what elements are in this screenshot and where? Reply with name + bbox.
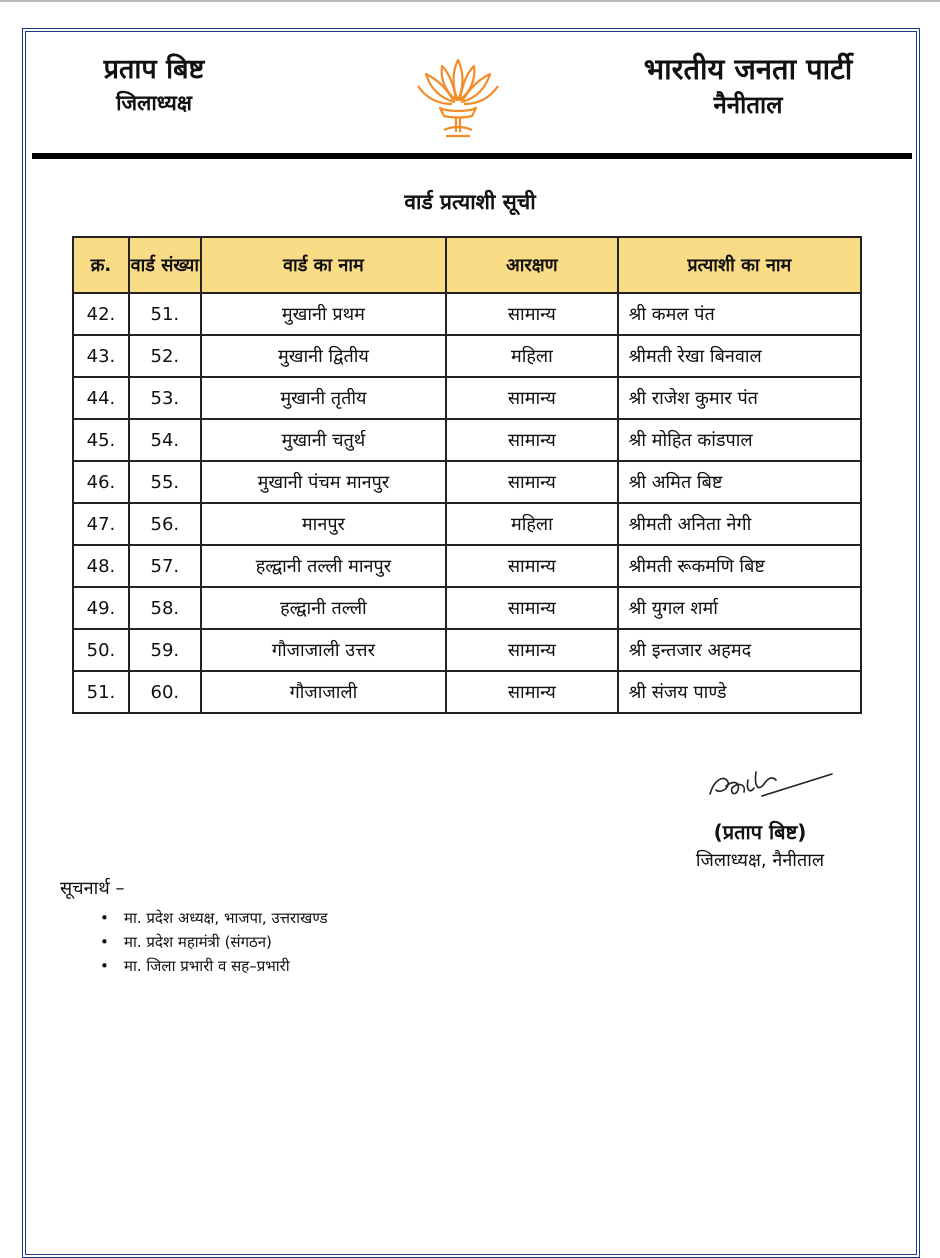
table-row [73,671,861,713]
col-header-serial: क्र. [73,237,129,293]
handwritten-signature [700,760,840,810]
ward-number-cell: 58. [129,587,201,629]
serial-cell: 47. [73,503,129,545]
col-header-reservation: आरक्षण [446,237,618,293]
document-title: वार्ड प्रत्याशी सूची [404,190,536,214]
table-row [73,419,861,461]
bullet-icon: • [100,957,109,975]
candidate-cell: श्री युगल शर्मा [618,587,861,629]
ward-name-cell: गौजाजाली उत्तर [201,629,446,671]
table-row [73,545,861,587]
candidate-cell: श्री मोहित कांडपाल [618,419,861,461]
candidate-cell: श्रीमती रेखा बिनवाल [618,335,861,377]
bullet-icon: • [100,909,109,927]
table-row [73,461,861,503]
reservation-cell: सामान्य [446,461,618,503]
ward-number-cell: 54. [129,419,201,461]
list-item [100,954,327,978]
ward-name-cell: हल्द्वानी तल्ली [201,587,446,629]
ward-number-cell: 53. [129,377,201,419]
reservation-cell: सामान्य [446,587,618,629]
candidate-cell: श्री इन्तजार अहमद [618,629,861,671]
signatory-role: जिलाध्यक्ष, नैनीताल [695,850,825,871]
col-header-ward-number: वार्ड संख्या [129,237,201,293]
table-row [73,377,861,419]
ward-number-cell: 56. [129,503,201,545]
serial-cell: 45. [73,419,129,461]
city-name: नैनीताल [713,91,783,119]
candidate-cell: श्री राजेश कुमार पंत [618,377,861,419]
ward-number-cell: 55. [129,461,201,503]
right-header [612,50,884,122]
table-row [73,335,861,377]
bullet-icon: • [100,933,109,951]
serial-cell: 50. [73,629,129,671]
table-header-row [73,237,861,293]
ward-name-cell: मुखानी चतुर्थ [201,419,446,461]
reservation-cell: सामान्य [446,377,618,419]
top-edge-line [0,0,940,2]
candidate-cell: श्रीमती रूकमणि बिष्ट [618,545,861,587]
lotus-icon [412,52,504,142]
ward-number-cell: 52. [129,335,201,377]
ward-name-cell: मुखानी तृतीय [201,377,446,419]
ward-name-cell: हल्द्वानी तल्ली मानपुर [201,545,446,587]
table-row [73,587,861,629]
serial-cell: 43. [73,335,129,377]
header-divider [32,153,912,159]
note-text: मा. जिला प्रभारी व सह–प्रभारी [124,957,290,975]
signatory-name: (प्रताप बिष्ट) [713,820,807,844]
ward-number-cell: 57. [129,545,201,587]
reservation-cell: सामान्य [446,419,618,461]
notes-heading: सूचनार्थ – [60,878,125,899]
serial-cell: 44. [73,377,129,419]
ward-name-cell: मुखानी पंचम मानपुर [201,461,446,503]
notes-section [60,876,327,978]
reservation-cell: सामान्य [446,629,618,671]
ward-number-cell: 60. [129,671,201,713]
reservation-cell: महिला [446,503,618,545]
ward-number-cell: 51. [129,293,201,335]
candidate-cell: श्री कमल पंत [618,293,861,335]
list-item [100,906,327,930]
table-row [73,293,861,335]
col-header-candidate: प्रत्याशी का नाम [618,237,861,293]
reservation-cell: महिला [446,335,618,377]
candidate-cell: श्रीमती अनिता नेगी [618,503,861,545]
party-name: भारतीय जनता पार्टी [643,52,853,86]
candidate-cell: श्री अमित बिष्ट [618,461,861,503]
list-item [100,930,327,954]
ward-name-cell: मुखानी द्वितीय [201,335,446,377]
ward-name-cell: मुखानी प्रथम [201,293,446,335]
serial-cell: 51. [73,671,129,713]
notes-list [100,906,327,978]
reservation-cell: सामान्य [446,671,618,713]
candidate-cell: श्री संजय पाण्डे [618,671,861,713]
reservation-cell: सामान्य [446,293,618,335]
note-text: मा. प्रदेश महामंत्री (संगठन) [124,933,272,951]
note-text: मा. प्रदेश अध्यक्ष, भाजपा, उत्तराखण्ड [124,909,328,927]
ward-name-cell: गौजाजाली [201,671,446,713]
col-header-ward-name: वार्ड का नाम [201,237,446,293]
serial-cell: 46. [73,461,129,503]
serial-cell: 48. [73,545,129,587]
table-row [73,629,861,671]
ward-name-cell: मानपुर [201,503,446,545]
serial-cell: 49. [73,587,129,629]
president-name: प्रताप बिष्ट [103,54,205,85]
reservation-cell: सामान्य [446,545,618,587]
table-row [73,503,861,545]
left-header [84,52,224,118]
serial-cell: 42. [73,293,129,335]
ward-candidate-table [72,236,862,714]
ward-number-cell: 59. [129,629,201,671]
president-role: जिलाध्यक्ष [116,91,192,115]
